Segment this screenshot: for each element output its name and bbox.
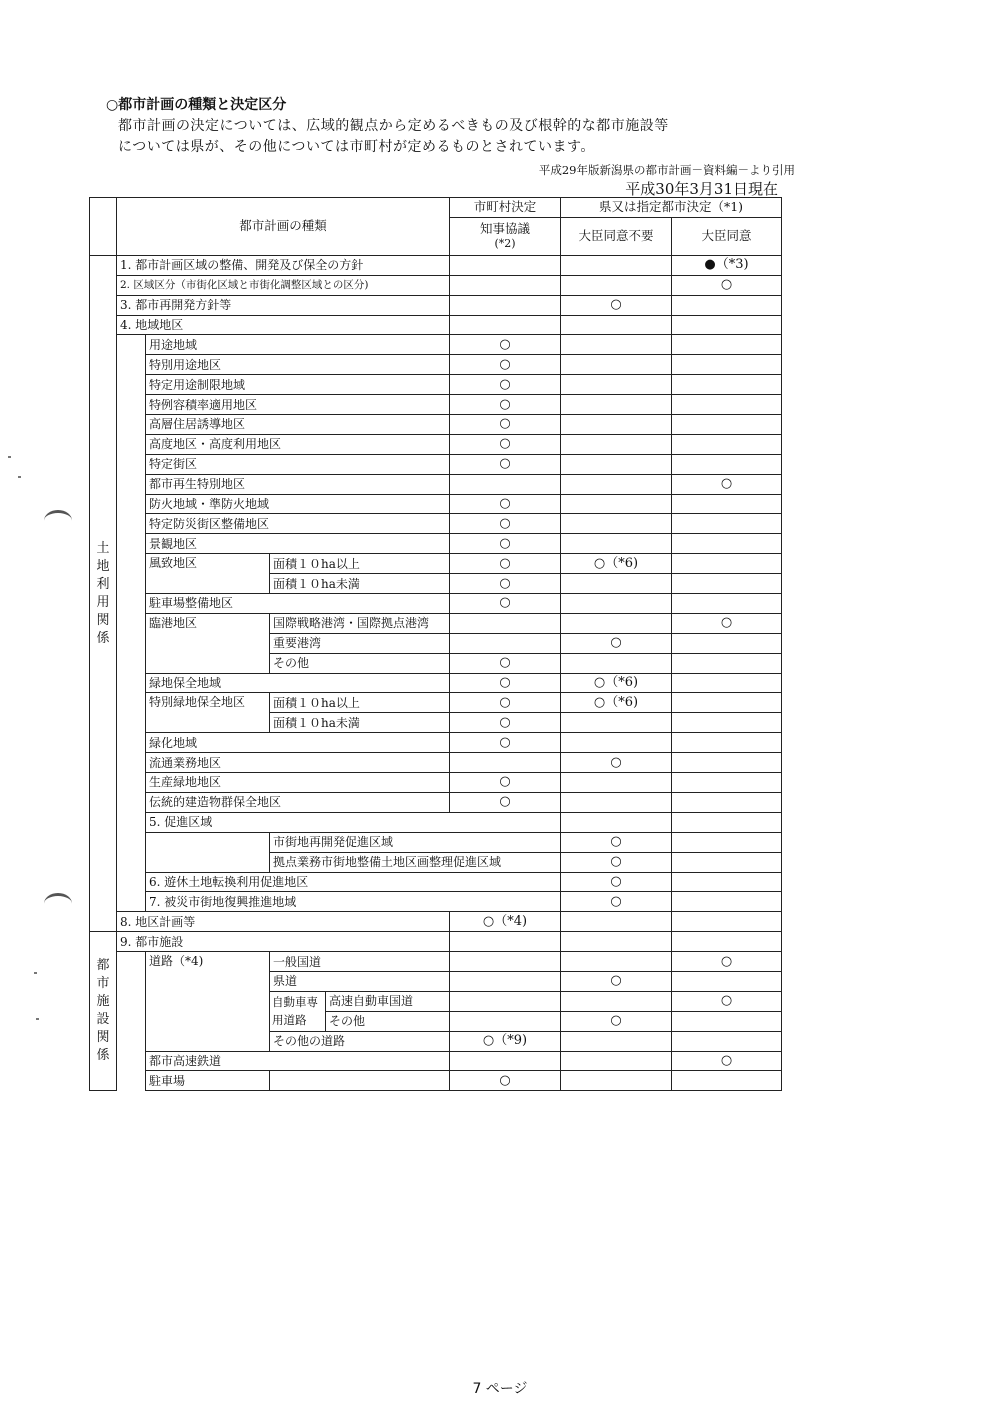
cell-governor: ○ <box>561 892 672 912</box>
row-label: 流通業務地区 <box>146 753 450 773</box>
cell-governor: ○ <box>561 852 672 872</box>
header-governor-consult <box>450 217 561 255</box>
sub-label: 面積１０ha未満 <box>270 574 450 594</box>
cell-minister: ○ <box>672 1051 782 1071</box>
sub-label: その他 <box>326 1011 450 1031</box>
scan-speck <box>8 456 11 458</box>
cell-minister: ○ <box>672 952 782 972</box>
cell-no-minister: ○（*6) <box>561 693 672 713</box>
header-municipal: 市町村決定 <box>450 198 561 218</box>
cell-governor: ○ <box>450 494 561 514</box>
cell-minister: ●（*3) <box>672 255 782 275</box>
sub-label: 面積１０ha以上 <box>270 554 450 574</box>
row-label: 1. 都市計画区域の整備、開発及び保全の方針 <box>117 255 450 275</box>
cell-governor: ○ <box>450 415 561 435</box>
sub-label: 重要港湾 <box>270 633 450 653</box>
cell-no-minister: ○ <box>561 971 672 991</box>
cell-governor: ○ <box>450 673 561 693</box>
row-label: 高度地区・高度利用地区 <box>146 434 450 454</box>
row-label: 特定街区 <box>146 454 450 474</box>
row-label: 伝統的建造物群保全地区 <box>146 792 450 812</box>
row-label: 臨港地区 <box>146 613 270 673</box>
header-blank <box>90 198 117 256</box>
header-prefecture: 県又は指定都市決定（*1) <box>561 198 782 218</box>
sub-label: その他 <box>270 653 450 673</box>
cell-minister: ○ <box>672 275 782 295</box>
cell-governor: ○ <box>450 792 561 812</box>
row-label: 特別緑地保全地区 <box>146 693 270 733</box>
scan-speck <box>36 1018 39 1020</box>
cell-governor: ○ <box>450 454 561 474</box>
row-label: 特例容積率適用地区 <box>146 395 450 415</box>
sub-label: 一般国道 <box>270 952 450 972</box>
cell-minister: ○ <box>672 474 782 494</box>
cell-governor: ○ <box>450 395 561 415</box>
row-label: 用途地域 <box>146 335 450 355</box>
page-number: 7 ページ <box>472 1381 528 1397</box>
cell-governor: ○ <box>450 574 561 594</box>
cell-governor: ○ <box>561 832 672 852</box>
row-label: 市街地再開発促進区域 <box>270 832 561 852</box>
punch-hole <box>44 893 72 914</box>
header-governor-consult-label: 知事協議 <box>480 221 531 237</box>
row-label: 9. 都市施設 <box>117 932 450 952</box>
cell-governor: ○ <box>450 375 561 395</box>
cell-no-minister: ○ <box>561 295 672 315</box>
cell-governor: ○ <box>450 434 561 454</box>
row-label: 高層住居誘導地区 <box>146 415 450 435</box>
row-label: 防火地域・準防火地域 <box>146 494 450 514</box>
cell-no-minister: ○（*6) <box>561 554 672 574</box>
cell-governor: ○ <box>450 594 561 614</box>
cell-governor: ○（*9) <box>450 1031 561 1051</box>
sub-label: 面積１０ha以上 <box>270 693 450 713</box>
indent-cell <box>117 335 146 912</box>
row-label: 特別用途地区 <box>146 355 450 375</box>
cell-no-minister: ○ <box>561 1011 672 1031</box>
cell-governor: ○ <box>450 733 561 753</box>
cell-governor: ○（*4) <box>450 912 561 932</box>
cell-no-minister <box>561 255 672 275</box>
cell-governor: ○ <box>450 713 561 733</box>
cell-governor: ○ <box>450 335 561 355</box>
header-governor-consult-note: (*2) <box>494 237 516 251</box>
row-label: 特定用途制限地域 <box>146 375 450 395</box>
header-minister: 大臣同意 <box>672 217 782 255</box>
row-label: 6. 遊休土地転換利用促進地区 <box>146 872 561 892</box>
row-label: 8. 地区計画等 <box>117 912 450 932</box>
punch-hole <box>44 510 72 531</box>
sub-label: 県道 <box>270 971 450 991</box>
cell-minister: ○ <box>672 613 782 633</box>
row-label: 駐車場整備地区 <box>146 594 450 614</box>
cell-no-minister: ○（*6) <box>561 673 672 693</box>
row-label: 2. 区域区分（市街化区域と市街化調整区域との区分) <box>117 275 450 295</box>
cell-governor: ○ <box>450 1071 561 1091</box>
cell-no-minister: ○ <box>561 753 672 773</box>
sub-label: 自動車専用道路 <box>270 991 326 1031</box>
header-no-minister: 大臣同意不要 <box>561 217 672 255</box>
sub-label: その他の道路 <box>270 1031 450 1051</box>
row-label: 緑地保全地域 <box>146 673 450 693</box>
row-label: 駐車場 <box>146 1071 270 1091</box>
cell-governor: ○ <box>561 872 672 892</box>
row-label: 風致地区 <box>146 554 270 594</box>
row-label: 景観地区 <box>146 534 450 554</box>
header-type: 都市計画の種類 <box>117 198 450 256</box>
sub-label: 面積１０ha未満 <box>270 713 450 733</box>
row-label: 道路（*4) <box>146 952 270 1051</box>
row-label: 都市高速鉄道 <box>146 1051 450 1071</box>
row-label: 4. 地域地区 <box>117 315 450 335</box>
cell-governor: ○ <box>450 653 561 673</box>
intro-line: については県が、その他については市町村が定めるものとされています。 <box>118 139 595 155</box>
group-facilities: 都市施設関係 <box>90 932 117 1091</box>
cell-no-minister: ○ <box>561 633 672 653</box>
cell-governor: ○ <box>450 514 561 534</box>
indent-cell <box>146 832 270 872</box>
cell-governor: ○ <box>450 554 561 574</box>
row-label: 拠点業務市街地整備土地区画整理促進区域 <box>270 852 561 872</box>
row-label: 7. 被災市街地復興推進地域 <box>146 892 561 912</box>
scan-speck <box>18 476 21 478</box>
city-planning-table <box>89 197 782 1091</box>
row-label: 3. 都市再開発方針等 <box>117 295 450 315</box>
indent-cell <box>117 952 146 1091</box>
group-land-use: 土地利用関係 <box>90 255 117 931</box>
cell-governor: ○ <box>450 534 561 554</box>
row-label: 5. 促進区域 <box>146 812 561 832</box>
row-label: 生産緑地地区 <box>146 773 450 793</box>
cell-minister: ○ <box>672 991 782 1011</box>
cell-governor: ○ <box>450 355 561 375</box>
row-label: 緑化地域 <box>146 733 450 753</box>
intro-text <box>118 116 738 158</box>
intro-line: 都市計画の決定については、広域的観点から定めるべきもの及び根幹的な都市施設等 <box>118 118 669 134</box>
cell-governor <box>450 255 561 275</box>
cell-governor: ○ <box>450 773 561 793</box>
row-label: 特定防災街区整備地区 <box>146 514 450 534</box>
scan-speck <box>34 972 37 974</box>
row-label: 都市再生特別地区 <box>146 474 450 494</box>
sub-label: 高速自動車国道 <box>326 991 450 1011</box>
source-note: 平成29年版新潟県の都市計画－資料編－より引用 <box>538 163 795 177</box>
as-of-date: 平成30年3月31日現在 <box>625 180 778 198</box>
page-heading: ○都市計画の種類と決定区分 <box>106 97 287 113</box>
sub-label: 国際戦略港湾・国際拠点港湾 <box>270 613 450 633</box>
cell-governor: ○ <box>450 693 561 713</box>
